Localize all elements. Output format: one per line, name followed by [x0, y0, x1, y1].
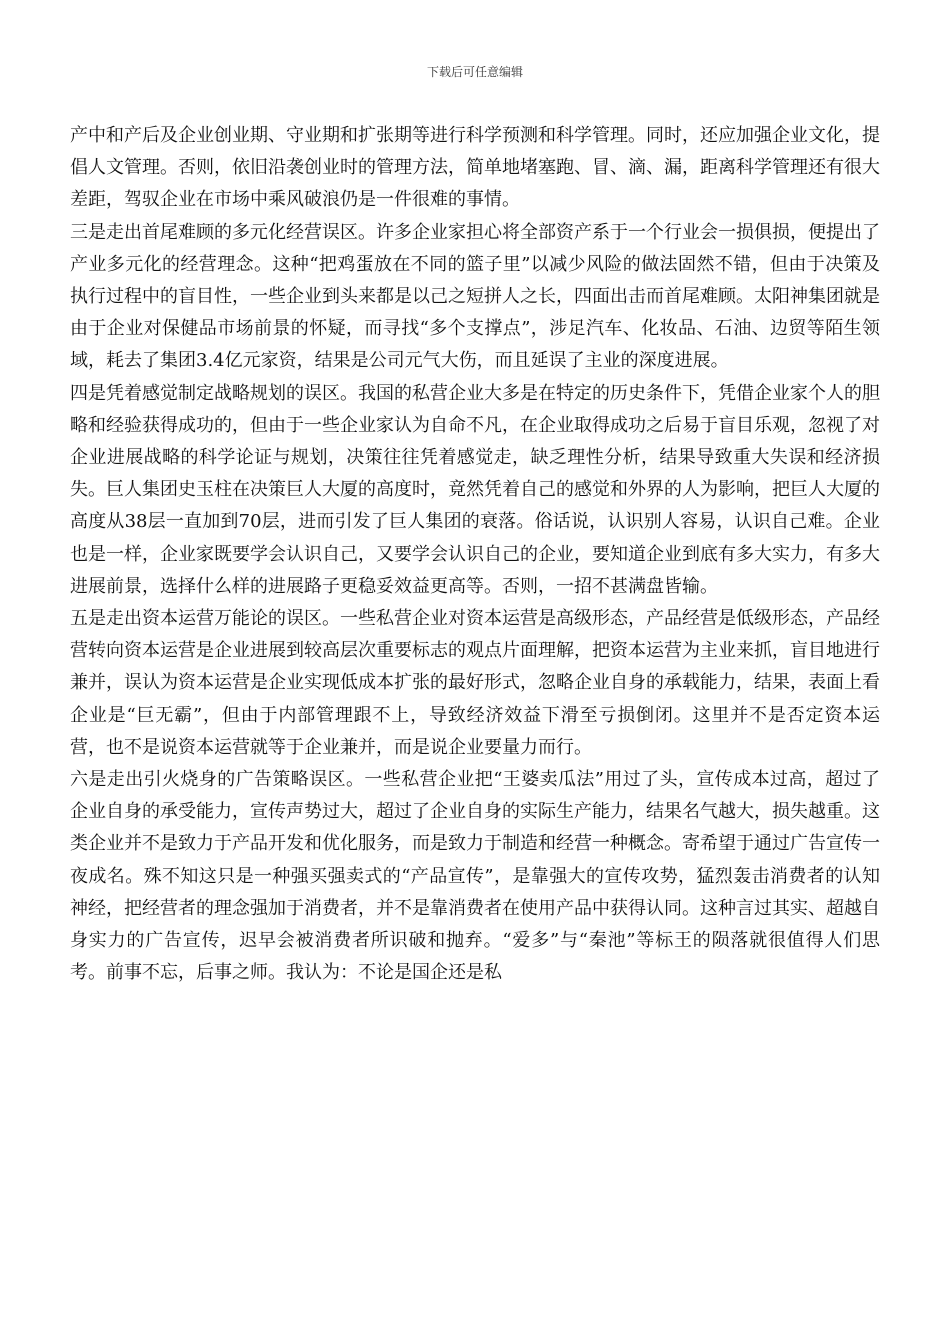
- paragraph-5: 六是走出引火烧身的广告策略误区。一些私营企业把“王婆卖瓜法”用过了头，宣传成本过高，超过了企业自身的承受能力，宣传声势过大，超过了企业自身的实际生产能力，结果名气越大，损失越重。这类企业并不是致力于产品开发和优化服务，而是致力于制造和经营一种概念。寄希望于通过广告宣传一夜成名。殊不知这只是一种强买强卖式的“产品宣传”，是靠强大的宣传攻势，猛烈轰击消费者的认知神经，把经营者的理念强加于消费者，并不是靠消费者在使用产品中获得认同。这种言过其实、超越自身实力的广告宣传，迟早会被消费者所识破和抛弃。“爱多”与“秦池”等标王的陨落就很值得人们思考。前事不忘，后事之师。我认为：不论是国企还是私: [70, 769, 880, 984]
- document-body: [70, 120, 880, 989]
- paragraph-2: 三是走出首尾难顾的多元化经营误区。许多企业家担心将全部资产系于一个行业会一损俱损，便提出了产业多元化的经营理念。这种“把鸡蛋放在不同的篮子里”以减少风险的做法固然不错，但由于决策及执行过程中的盲目性，一些企业到头来都是以己之短拼人之长，四面出击而首尾难顾。太阳神集团就是由于企业对保健品市场前景的怀疑，而寻找“多个支撑点”，涉足汽车、化妆品、石油、边贸等陌生领域，耗去了集团3.4亿元家资，结果是公司元气大伤，而且延误了主业的深度进展。: [70, 221, 880, 372]
- page-header: 下载后可任意编辑: [426, 65, 523, 79]
- paragraph-3: 四是凭着感觉制定战略规划的误区。我国的私营企业大多是在特定的历史条件下，凭借企业家个人的胆略和经验获得成功的，但由于一些企业家认为自命不凡，在企业取得成功之后易于盲目乐观，忽视了对企业进展战略的科学论证与规划，决策往往凭着感觉走，缺乏理性分析，结果导致重大失误和经济损失。巨人集团史玉柱在决策巨人大厦的高度时，竟然凭着自己的感觉和外界的人为影响，把巨人大厦的高度从38层一直加到70层，进而引发了巨人集团的衰落。俗话说，认识别人容易，认识自己难。企业也是一样，企业家既要学会认识自己，又要学会认识自己的企业，要知道企业到底有多大实力，有多大进展前景，选择什么样的进展路子更稳妥效益更高等。否则，一招不甚满盘皆输。: [70, 382, 880, 597]
- paragraph-4: 五是走出资本运营万能论的误区。一些私营企业对资本运营是高级形态，产品经营是低级形态，产品经营转向资本运营是企业进展到较高层次重要标志的观点片面理解，把资本运营为主业来抓，盲目地进行兼并，误认为资本运营是企业实现低成本扩张的最好形式，忽略企业自身的承载能力，结果，表面上看企业是“巨无霸”，但由于内部管理跟不上，导致经济效益下滑至亏损倒闭。这里并不是否定资本运营，也不是说资本运营就等于企业兼并，而是说企业要量力而行。: [70, 608, 880, 758]
- paragraph-1: 产中和产后及企业创业期、守业期和扩张期等进行科学预测和科学管理。同时，还应加强企业文化，提倡人文管理。否则，依旧沿袭创业时的管理方法，简单地堵塞跑、冒、滴、漏，距离科学管理还有很大差距，驾驭企业在市场中乘风破浪仍是一件很难的事情。: [70, 125, 880, 211]
